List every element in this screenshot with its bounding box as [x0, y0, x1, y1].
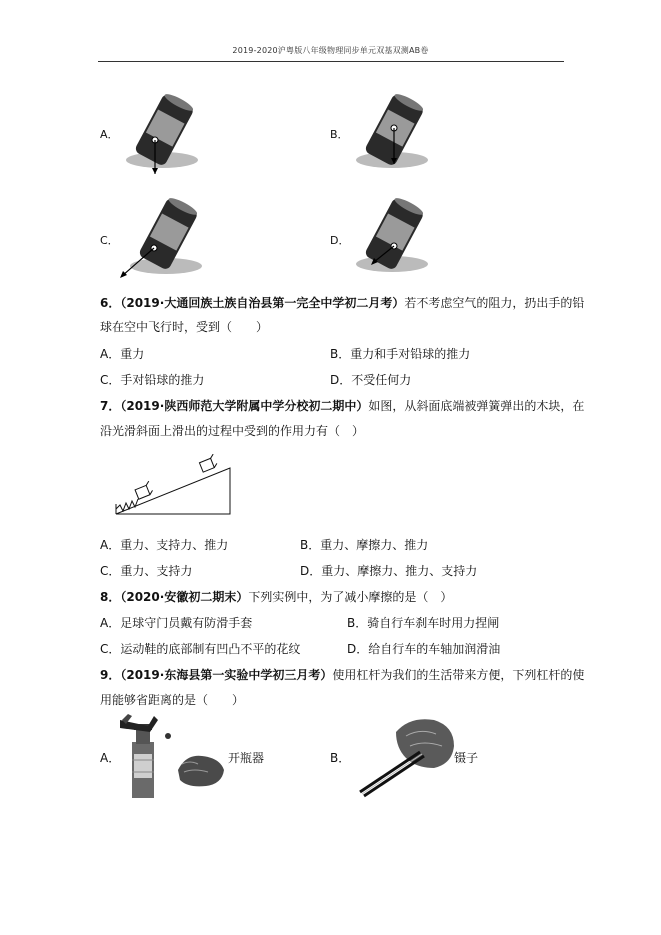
inclined-plane-diagram — [112, 454, 234, 516]
question-8-stem: 下列实例中，为了减小摩擦的是（ ） — [248, 590, 453, 604]
q5-option-b-letter: B． — [330, 128, 349, 141]
question-9-option-a-letter: A． — [100, 751, 121, 765]
header-divider — [98, 61, 564, 62]
question-9-option-a-text: 开瓶器 — [228, 751, 265, 765]
question-7-option-b: B．重力、摩擦力、推力 — [300, 538, 429, 552]
q5-option-a-can-image — [118, 88, 200, 174]
question-9-stem-part-2: 用能够省距离的是（ ） — [100, 693, 245, 707]
question-8-option-b: B．骑自行车刹车时用力捏闸 — [347, 616, 500, 630]
q5-option-b-can-image — [348, 88, 430, 174]
question-8-line-1 — [100, 590, 452, 604]
question-6-option-c: C．手对铅球的推力 — [100, 373, 205, 387]
question-9-source: （2019·东海县第一实验中学初三月考） — [120, 668, 333, 682]
question-7-source: （2019·陕西师范大学附属中学分校初二期中） — [120, 399, 369, 413]
question-6-option-d: D．不受任何力 — [330, 373, 412, 387]
question-7-option-a: A．重力、支持力、推力 — [100, 538, 229, 552]
question-7-line-1 — [100, 399, 584, 413]
question-6-number: 6． — [100, 296, 121, 310]
tweezers-image — [350, 712, 456, 798]
question-8-option-a: A．足球守门员戴有防滑手套 — [100, 616, 253, 630]
question-6-stem-part-1: 若不考虑空气的阻力，扔出手的铅 — [404, 296, 585, 310]
question-9-line-1 — [100, 668, 584, 682]
question-7-number: 7． — [100, 399, 121, 413]
question-9-option-b-letter: B． — [330, 751, 351, 765]
q5-option-c-can-image — [114, 192, 204, 280]
question-9-option-b-text: 镊子 — [454, 751, 479, 765]
question-6-source: （2019·大通回族土族自治县第一完全中学初二月考） — [120, 296, 405, 310]
question-8-option-d: D．给自行车的车轴加润滑油 — [347, 642, 501, 656]
question-6-option-a: A．重力 — [100, 347, 145, 361]
question-6-option-b: B．重力和手对铅球的推力 — [330, 347, 471, 361]
q5-option-d-can-image — [348, 192, 430, 278]
bottle-opener-image — [118, 714, 228, 798]
question-7-option-d: D．重力、摩擦力、推力、支持力 — [300, 564, 478, 578]
q5-option-d-letter: D． — [330, 234, 350, 247]
question-7-stem-part-1: 如图，从斜面底端被弹簧弹出的木块，在 — [368, 399, 585, 413]
q5-option-a-letter: A． — [100, 128, 119, 141]
question-8-option-c: C．运动鞋的底部制有凹凸不平的花纹 — [100, 642, 301, 656]
question-7-option-c: C．重力、支持力 — [100, 564, 193, 578]
page-header: 2019-2020沪粤版八年级物理同步单元双基双测AB卷 — [232, 46, 429, 55]
question-8-source: （2020·安徽初二期末） — [120, 590, 249, 604]
question-8-number: 8． — [100, 590, 121, 604]
question-9-stem-part-1: 使用杠杆为我们的生活带来方便，下列杠杆的使 — [332, 668, 585, 682]
q5-option-c-letter: C． — [100, 234, 119, 247]
question-6-stem-part-2: 球在空中飞行时，受到（ ） — [100, 320, 269, 334]
question-9-number: 9． — [100, 668, 121, 682]
question-7-stem-part-2: 沿光滑斜面上滑出的过程中受到的作用力有（ ） — [100, 424, 365, 438]
question-6-line-1 — [100, 296, 584, 310]
